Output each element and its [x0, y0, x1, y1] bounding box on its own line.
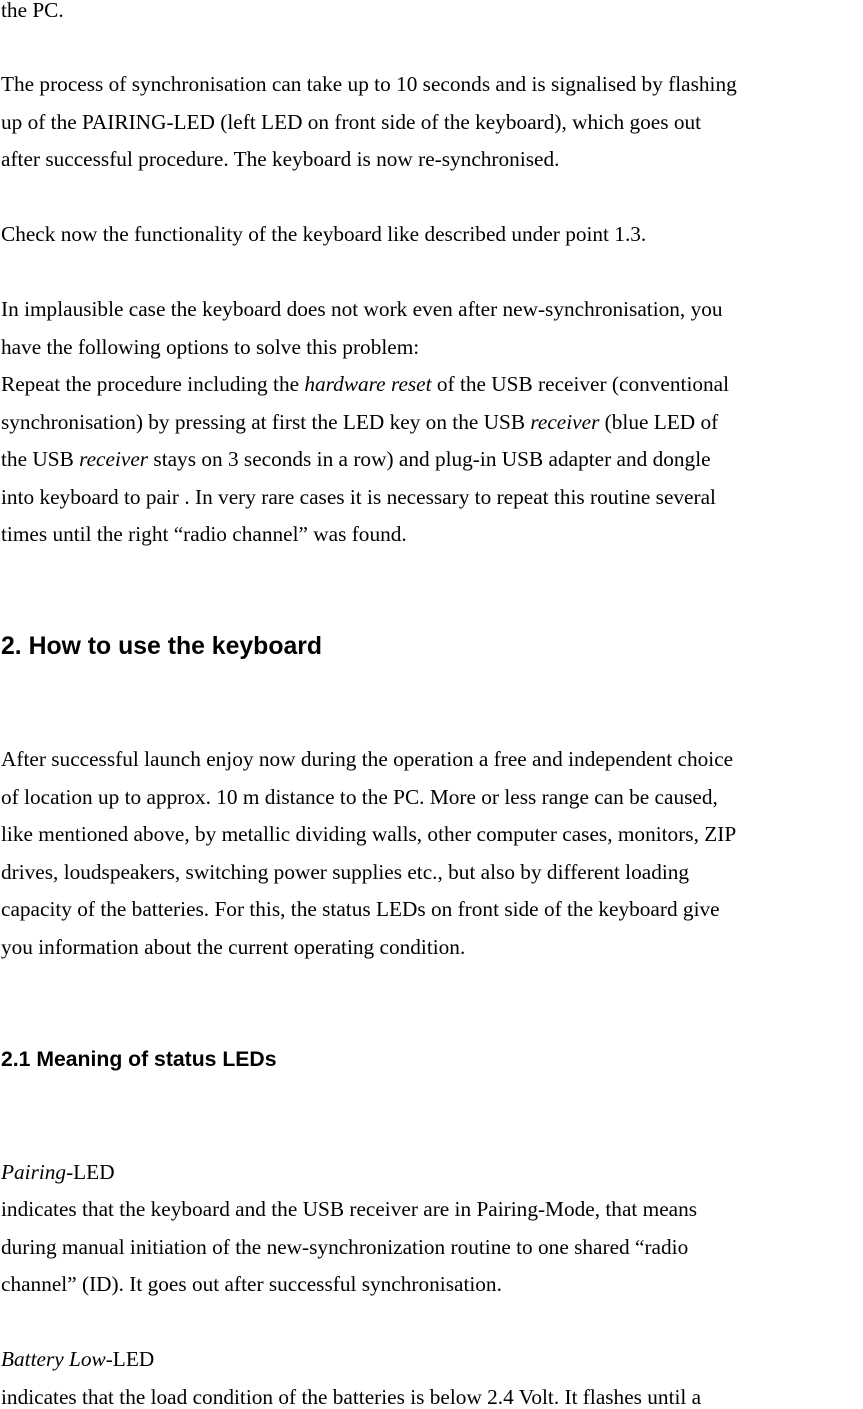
- sync-paragraph-line-3: after successful procedure. The keyboard is now re-synchronised.: [1, 147, 560, 171]
- battery-low-led-label: [1, 1349, 154, 1370]
- emphasis-receiver: receiver: [530, 410, 600, 434]
- intro-line: the PC.: [1, 0, 64, 22]
- section-2-line-1: After successful launch enjoy now during the operation a free and independent choice: [1, 747, 734, 771]
- emphasis-receiver: receiver: [79, 447, 149, 471]
- section-2-line-3: like mentioned above, by metallic dividing walls, other computer cases, monitors, ZIP: [1, 822, 737, 846]
- implausible-paragraph-line-1: In implausible case the keyboard does not work even after new-synchronisation, you: [1, 297, 723, 321]
- sync-paragraph-line-2: up of the PAIRING-LED (left LED on front side of the keyboard), which goes out: [1, 110, 702, 134]
- text-run: (blue LED of: [599, 410, 719, 434]
- text-run: Repeat the procedure including the: [1, 372, 305, 396]
- section-2-1-heading: 2.1 Meaning of status LEDs: [1, 1048, 277, 1071]
- emphasis-battery-low: Battery Low: [1, 1347, 106, 1371]
- emphasis-pairing: Pairing: [1, 1160, 67, 1184]
- implausible-paragraph-line-6: into keyboard to pair . In very rare cases it is necessary to repeat this routine several: [1, 485, 716, 509]
- implausible-paragraph-line-5: [1, 449, 711, 470]
- check-paragraph-line-1: Check now the functionality of the keyboard like described under point 1.3.: [1, 222, 647, 246]
- section-2-line-2: of location up to approx. 10 m distance to the PC. More or less range can be caused,: [1, 785, 718, 809]
- section-2-heading: 2. How to use the keyboard: [1, 633, 323, 660]
- implausible-paragraph-line-2: have the following options to solve this problem:: [1, 335, 420, 359]
- pairing-led-line-3: channel” (ID). It goes out after successful synchronisation.: [1, 1272, 502, 1296]
- implausible-paragraph-line-7: times until the right “radio channel” was found.: [1, 522, 407, 546]
- emphasis-hardware-reset: hardware reset: [304, 372, 432, 396]
- battery-low-led-line-1: indicates that the load condition of the batteries is below 2.4 Volt. It flashes until a: [1, 1385, 702, 1409]
- section-2-line-4: drives, loudspeakers, switching power supplies etc., but also by different loading: [1, 860, 690, 884]
- text-run: the USB: [1, 447, 80, 471]
- section-2-line-5: capacity of the batteries. For this, the status LEDs on front side of the keyboard give: [1, 897, 720, 921]
- text-run: of the USB receiver (conventional: [431, 372, 730, 396]
- pairing-led-line-1: indicates that the keyboard and the USB receiver are in Pairing-Mode, that means: [1, 1197, 698, 1221]
- text-run: -LED: [66, 1160, 115, 1184]
- pairing-led-label: [1, 1162, 115, 1183]
- text-run: stays on 3 seconds in a row) and plug-in USB adapter and dongle: [148, 447, 711, 471]
- text-run: -LED: [105, 1347, 155, 1371]
- sync-paragraph-line-1: The process of synchronisation can take up to 10 seconds and is signalised by flashing: [1, 72, 737, 96]
- pairing-led-line-2: during manual initiation of the new-synchronization routine to one shared “radio: [1, 1235, 689, 1259]
- implausible-paragraph-line-3: [1, 374, 729, 395]
- text-run: synchronisation) by pressing at first the LED key on the USB: [1, 410, 531, 434]
- section-2-line-6: you information about the current operating condition.: [1, 935, 466, 959]
- implausible-paragraph-line-4: [1, 412, 718, 433]
